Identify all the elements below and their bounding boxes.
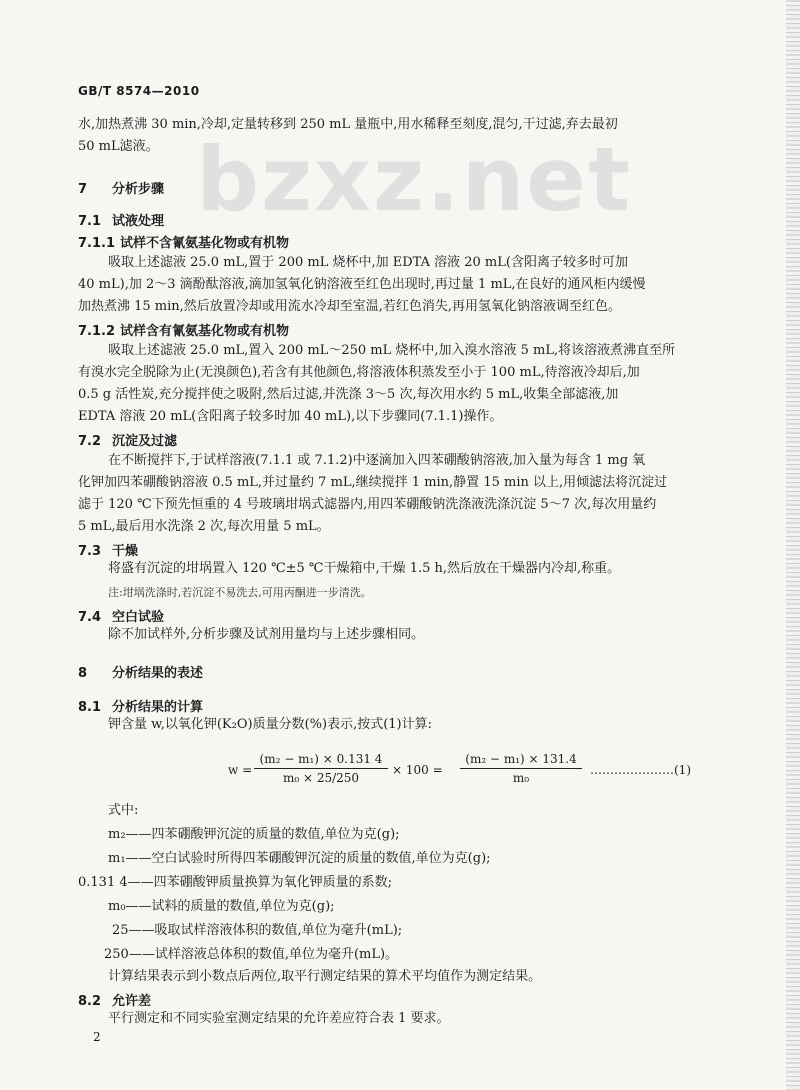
paragraph-line: 吸取上述滤液 25.0 mL,置入 200 mL～250 mL 烧杯中,加入溴水溶液 5 mL,将该溶液煮沸直至所 [108,343,676,358]
section-number: 7.4 [78,610,102,625]
paragraph-line: 40 mL),加 2～3 滴酚酞溶液,滴加氢氧化钠溶液至红色出现时,再过量 1 mL,在良好的通风柜内缓慢 [78,277,646,292]
section-number: 7.1.2 [78,324,116,339]
formula-lhs: w = [228,763,253,777]
variable-definition: 250——试样溶液总体积的数值,单位为毫升(mL)。 [104,947,399,962]
watermark: bzxz.net [196,128,633,231]
formula-fraction-1 [254,752,388,785]
section-title: 允许差 [112,994,152,1009]
paragraph-line: EDTA 溶液 20 mL(含阳离子较多时加 40 mL),以下步骤同(7.1.1)操作。 [78,409,503,424]
section-number: 7 [78,182,88,197]
section-8-2-heading [78,990,151,1009]
section-number: 8 [78,666,88,681]
paragraph-line: 吸取上述滤液 25.0 mL,置于 200 mL 烧杯中,加 EDTA 溶液 20 mL(含阳离子较多时可加 [108,255,628,270]
section-7-4-heading [78,606,164,625]
section-title: 空白试验 [112,610,165,625]
section-title: 分析步骤 [112,182,165,197]
paragraph-line: 有溴水完全脱除为止(无溴颜色),若含有其他颜色,将溶液体积蒸发至小于 100 mL,待溶液冷却后,加 [78,365,640,380]
paragraph-line: 化钾加四苯硼酸钠溶液 0.5 mL,并过量约 7 mL,继续搅拌 1 min,静置 15 min 以上,用倾滤法将沉淀过 [78,475,668,490]
formula-1 [228,752,768,792]
section-title: 试样不含氰氨基化物或有机物 [120,236,290,251]
section-title: 分析结果的计算 [112,700,204,715]
section-8-heading [78,662,203,681]
paragraph-line: 5 mL,最后用水洗涤 2 次,每次用量 5 mL。 [78,519,330,534]
paragraph-line: 滤于 120 ℃下预先恒重的 4 号玻璃坩埚式滤器内,用四苯硼酸钠洗涤液洗涤沉淀 5～7 次,每次用量约 [78,497,657,512]
section-7-heading [78,178,164,197]
fraction-numerator: (m₂ − m₁) × 131.4 [460,752,582,769]
equation-number: …………………(1) [590,763,691,777]
fraction-denominator: m₀ [512,771,530,785]
paragraph-line: 钾含量 w,以氧化钾(K₂O)质量分数(%)表示,按式(1)计算: [108,717,432,732]
variable-definition: m₂——四苯硼酸钾沉淀的质量的数值,单位为克(g); [108,827,400,842]
section-number: 7.1.1 [78,236,116,251]
paragraph-line: 计算结果表示到小数点后两位,取平行测定结果的算术平均值作为测定结果。 [108,969,542,984]
section-number: 7.2 [78,434,102,449]
paragraph-line: 平行测定和不同实验室测定结果的允许差应符合表 1 要求。 [108,1011,450,1026]
formula-fraction-2 [460,752,582,785]
section-title: 沉淀及过滤 [112,434,178,449]
paragraph-line: 0.5 g 活性炭,充分搅拌使之吸附,然后过滤,并洗涤 3～5 次,每次用水约 5 mL,收集全部滤液,加 [78,387,619,402]
section-7-1-1-heading [78,232,289,251]
paragraph-line: 将盛有沉淀的坩埚置入 120 ℃±5 ℃干燥箱中,干燥 1.5 h,然后放在干燥器内冷却,称重。 [108,561,621,576]
formula-mid: × 100 = [392,763,443,777]
note: 注:坩埚洗涤时,若沉淀不易洗去,可用丙酮进一步清洗。 [108,586,372,599]
section-title: 干燥 [112,544,139,559]
fraction-numerator: (m₂ − m₁) × 0.131 4 [254,752,388,769]
fraction-denominator: m₀ × 25/250 [282,771,360,785]
section-7-2-heading [78,430,177,449]
variable-definition: m₀——试料的质量的数值,单位为克(g); [108,899,335,914]
variable-definition: m₁——空白试验时所得四苯硼酸钾沉淀的质量的数值,单位为克(g); [108,851,491,866]
paragraph-line: 在不断搅拌下,于试样溶液(7.1.1 或 7.1.2)中逐滴加入四苯硼酸钠溶液,加入量为每含 1 mg 氧 [108,453,646,468]
paragraph-line: 加热煮沸 15 min,然后放置冷却或用流水冷却至室温,若红色消失,再用氢氧化钠溶液调至红色。 [78,299,622,314]
section-number: 8.1 [78,700,102,715]
paragraph-line: 除不加试样外,分析步骤及试剂用量均与上述步骤相同。 [108,627,425,642]
section-7-1-heading [78,210,164,229]
section-title: 试样含有氰氨基化物或有机物 [120,324,290,339]
standard-code-header: GB/T 8574—2010 [78,84,200,98]
section-7-1-2-heading [78,320,289,339]
where-label: 式中: [108,803,139,818]
section-number: 8.2 [78,994,102,1009]
intro-line: 50 mL滤液。 [78,139,159,154]
intro-line: 水,加热煮沸 30 min,冷却,定量转移到 250 mL 量瓶中,用水稀释至刻度,混匀,干过滤,弃去最初 [78,117,618,132]
section-title: 试液处理 [112,214,165,229]
variable-definition: 25——吸取试样溶液体积的数值,单位为毫升(mL); [112,923,403,938]
scanned-page-edge [786,0,800,1090]
variable-definition: 0.131 4——四苯硼酸钾质量换算为氧化钾质量的系数; [78,875,392,890]
page-number: 2 [93,1030,101,1044]
section-7-3-heading [78,540,138,559]
section-title: 分析结果的表述 [112,666,204,681]
section-number: 7.1 [78,214,102,229]
section-8-1-heading [78,696,203,715]
section-number: 7.3 [78,544,102,559]
